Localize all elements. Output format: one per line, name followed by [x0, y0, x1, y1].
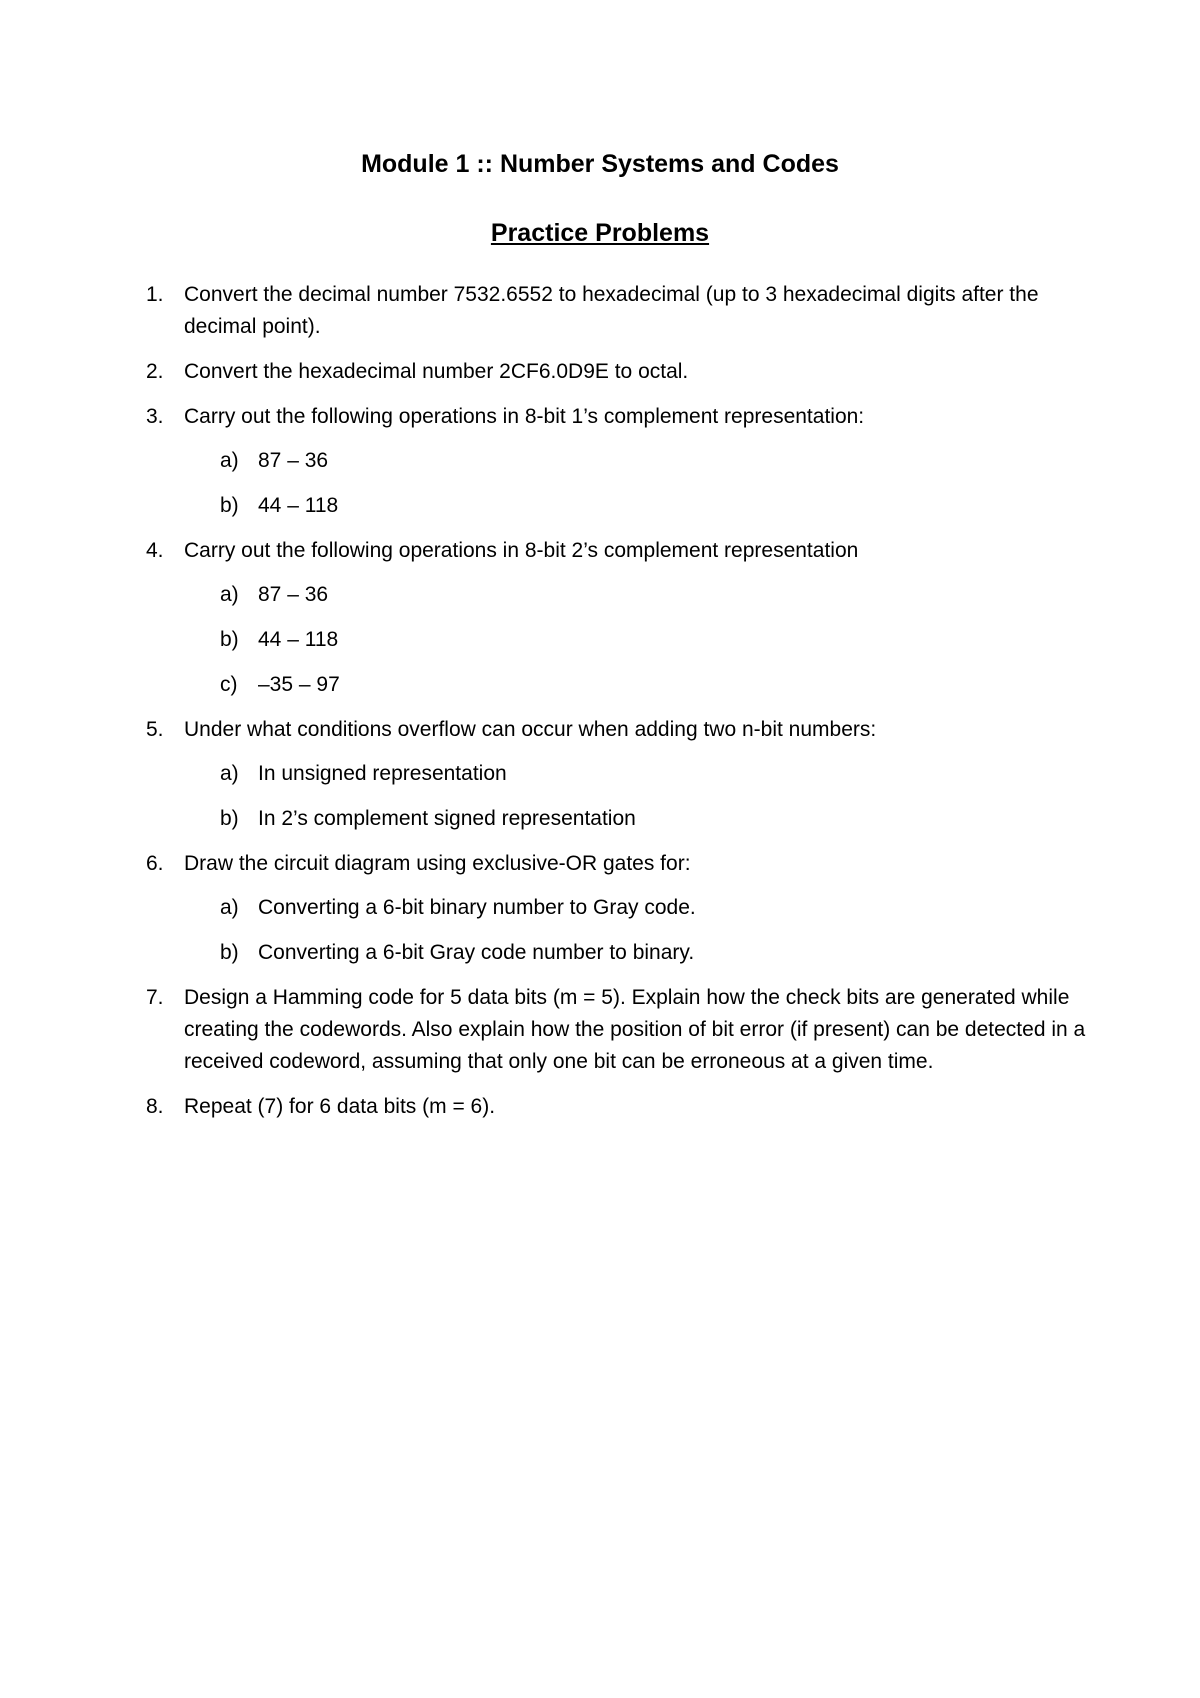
problem-number: 8.	[146, 1095, 164, 1118]
problem-text: Design a Hamming code for 5 data bits (m = 5). Explain how the check bits are generated while creating the codewords. Also explain how the position of bit error (if present) can be detected in a received codeword, assuming that only one bit can be erroneous at a given time.	[184, 986, 1086, 1073]
sub-problem-text: 44 – 118	[258, 494, 339, 517]
problem-text: Carry out the following operations in 8-bit 2’s complement representation	[184, 539, 859, 562]
sub-problem-label: b)	[220, 494, 239, 517]
problem-text: Convert the decimal number 7532.6552 to hexadecimal (up to 3 hexadecimal digits after the decimal point).	[184, 283, 1039, 338]
page-title: Module 1 :: Number Systems and Codes	[361, 150, 839, 178]
problem-item	[0, 1091, 1200, 1123]
problem-number: 2.	[146, 360, 164, 383]
sub-problem-item	[184, 624, 1100, 656]
problem-number: 4.	[146, 539, 164, 562]
problem-item	[0, 848, 1200, 969]
sub-problem-item	[184, 490, 1100, 522]
problem-text: Carry out the following operations in 8-bit 1’s complement representation:	[184, 405, 865, 428]
sub-problem-label: a)	[220, 449, 239, 472]
section-heading: Practice Problems	[490, 219, 710, 247]
sub-problem-text: 44 – 118	[258, 628, 339, 651]
problem-text: Under what conditions overflow can occur when adding two n-bit numbers:	[184, 718, 877, 741]
problem-number: 1.	[146, 283, 164, 306]
problem-item	[0, 356, 1200, 388]
sub-problem-list	[184, 892, 1100, 969]
sub-problem-text: In unsigned representation	[258, 762, 507, 785]
sub-problem-list	[184, 758, 1100, 835]
problem-text: Convert the hexadecimal number 2CF6.0D9E to octal.	[184, 360, 689, 383]
problem-item	[0, 714, 1200, 835]
sub-problem-text: 87 – 36	[258, 583, 329, 606]
sub-problem-text: –35 – 97	[258, 673, 340, 696]
problem-item	[0, 982, 1200, 1078]
sub-problem-text: Converting a 6-bit Gray code number to binary.	[258, 941, 695, 964]
problem-item	[0, 279, 1200, 343]
sub-problem-item	[184, 669, 1100, 701]
problem-number: 3.	[146, 405, 164, 428]
sub-problem-label: a)	[220, 762, 239, 785]
problem-number: 7.	[146, 986, 164, 1009]
sub-problem-label: a)	[220, 896, 239, 919]
problem-list	[0, 279, 1200, 1136]
problem-text: Draw the circuit diagram using exclusive-OR gates for:	[184, 852, 691, 875]
problem-number: 5.	[146, 718, 164, 741]
sub-problem-label: b)	[220, 807, 239, 830]
sub-problem-item	[184, 579, 1100, 611]
sub-problem-item	[184, 803, 1100, 835]
sub-problem-text: 87 – 36	[258, 449, 329, 472]
sub-problem-item	[184, 937, 1100, 969]
sub-problem-label: b)	[220, 628, 239, 651]
sub-problem-text: In 2’s complement signed representation	[258, 807, 636, 830]
sub-problem-list	[184, 445, 1100, 522]
problem-text: Repeat (7) for 6 data bits (m = 6).	[184, 1095, 496, 1118]
problem-item	[0, 401, 1200, 522]
sub-problem-item	[184, 892, 1100, 924]
sub-problem-item	[184, 445, 1100, 477]
sub-problem-text: Converting a 6-bit binary number to Gray code.	[258, 896, 696, 919]
sub-problem-list	[184, 579, 1100, 701]
problem-number: 6.	[146, 852, 164, 875]
sub-problem-item	[184, 758, 1100, 790]
sub-problem-label: a)	[220, 583, 239, 606]
sub-problem-label: b)	[220, 941, 239, 964]
sub-problem-label: c)	[220, 673, 238, 696]
problem-item	[0, 535, 1200, 701]
